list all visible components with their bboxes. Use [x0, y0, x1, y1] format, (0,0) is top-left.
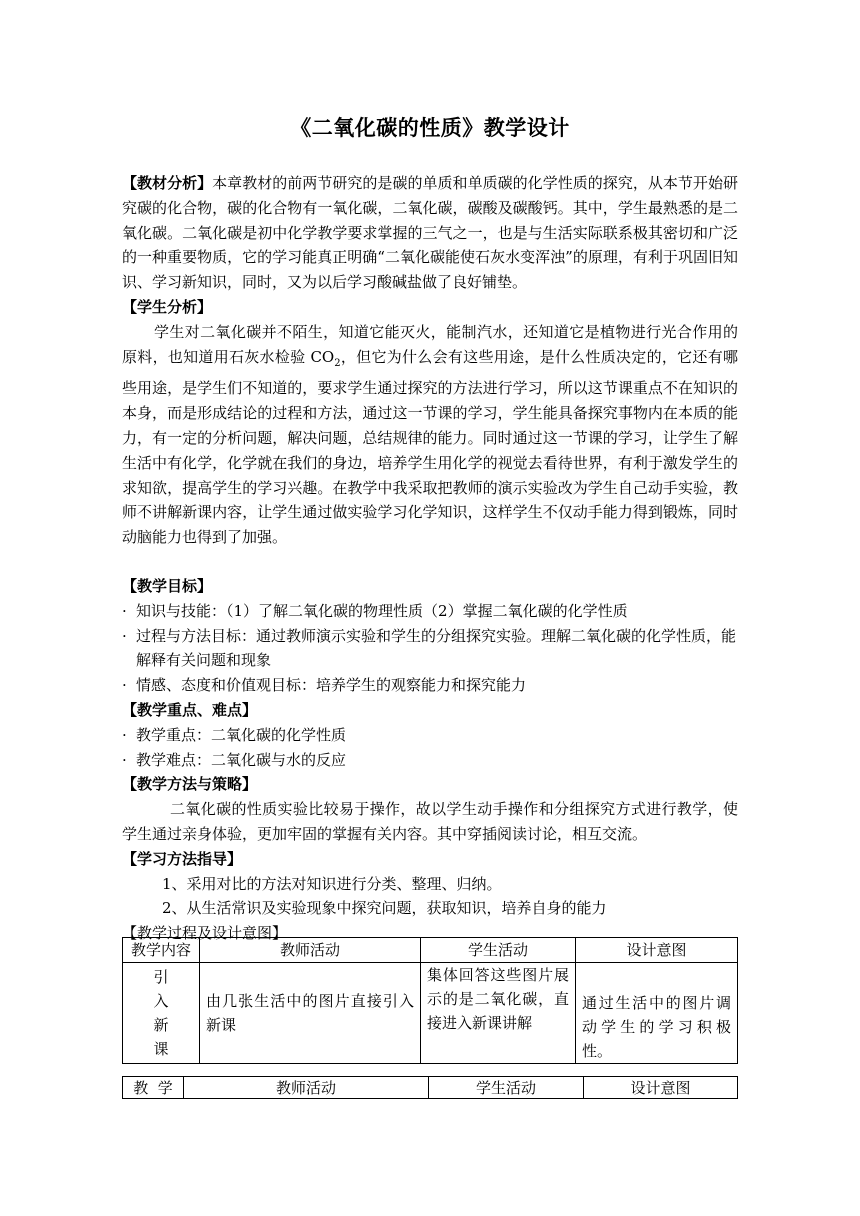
design-intent-cell: 通过生活中的图片调动学生的学习积极性。 — [576, 963, 738, 1064]
key-points-heading: 【教学重点、难点】 — [122, 700, 258, 719]
student-analysis-text-part2: ，但它为什么会有这些用途，是什么性质决定的，它还有哪些用途，是学生们不知道的，要求学生通过探究的方法进行学习，所以这节课重点不在知识的本身，而是形成结论的过程和方法，通过这一节课的学习，学生能具备探究事物内在本质的能力，有一定的分析问题，解决问题，总结规律的能力。同时通过这一节课的学习，让学生了解生活中有化学，化学就在我们的身边，培养学生用化学的视觉去看待世界，有利于激发学生的求知欲，提高学生的学习兴趣。在教学中我采取把教师的演示实验改为学生自己动手实验，教师不讲解新课内容，让学生通过做实验学习化学知识，这样学生不仅动手能力得到锻炼，同时动脑能力也得到了加强。 — [122, 347, 738, 547]
key-point-item — [122, 748, 738, 773]
bullet-icon: · — [122, 725, 127, 744]
segment-char: 入 — [153, 992, 169, 1010]
co2-subscript: 2 — [334, 357, 341, 369]
process-table-2 — [122, 1076, 738, 1099]
header-content: 教 学 — [123, 1077, 184, 1099]
segment-char: 课 — [153, 1040, 169, 1058]
key-point-item — [122, 723, 738, 748]
strategy-text: 二氧化碳的性质实验比较易于操作，故以学生动手操作和分组探究方式进行教学，使学生通过亲身体验，更加牢固的掌握有关内容。其中穿插阅读讨论，相互交流。 — [122, 800, 738, 843]
header-teacher: 教师活动 — [184, 1077, 429, 1099]
student-analysis-text — [122, 320, 738, 550]
material-analysis — [122, 171, 738, 295]
header-intent: 设计意图 — [576, 938, 738, 963]
strategy-heading: 【教学方法与策略】 — [122, 775, 258, 794]
table-row — [123, 963, 738, 1064]
key-point-text: 教学难点：二氧化碳与水的反应 — [136, 750, 347, 769]
table-header-row — [123, 938, 738, 963]
segment-char: 引 — [153, 968, 169, 986]
bullet-icon: · — [122, 601, 127, 620]
bullet-icon: · — [122, 676, 127, 695]
segment-cell — [123, 963, 200, 1064]
material-analysis-heading: 【教材分析】 — [122, 174, 213, 192]
study-method-heading: 【学习方法指导】 — [122, 849, 243, 868]
study-method-item: 2、从生活常识及实验现象中探究问题，获取知识，培养自身的能力 — [162, 899, 607, 918]
student-analysis-text-part1: 学生对二氧化碳并不陌生，知道它能灭火，能制汽水，还知道它是植物进行光合作用的原料，也知道用石灰水检验 CO — [122, 322, 738, 366]
material-analysis-text: 本章教材的前两节研究的是碳的单质和单质碳的化学性质的探究，从本节开始研究碳的化合物，碳的化合物有一氧化碳，二氧化碳，碳酸及碳酸钙。其中，学生最熟悉的是二氧化碳。二氧化碳是初中化学教学要求掌握的三气之一，也是与生活实际联系极其密切和广泛的一种重要物质，它的学习能真正明确“二氧化碳能使石灰水变浑浊”的原理，有利于巩固旧知识、学习新知识，同时，又为以后学习酸碱盐做了良好铺垫。 — [122, 174, 738, 292]
document-body — [122, 171, 738, 946]
teaching-goals-heading: 【教学目标】 — [122, 576, 213, 595]
goal-item — [122, 624, 738, 674]
goal-item — [122, 599, 738, 624]
header-student: 学生活动 — [429, 1077, 584, 1099]
header-intent: 设计意图 — [584, 1077, 738, 1099]
header-content: 教学内容 — [123, 938, 200, 963]
study-method-item: 1、采用对比的方法对知识进行分类、整理、归纳。 — [162, 874, 502, 893]
teacher-activity-cell: 由几张生活中的图片直接引入新课 — [200, 963, 421, 1064]
student-activity-cell: 集体回答这些图片展示的是二氧化碳，直接进入新课讲解 — [421, 963, 576, 1064]
bullet-icon: · — [122, 626, 127, 645]
goal-item-text: 过程与方法目标：通过教师演示实验和学生的分组探究实验。理解二氧化碳的化学性质，能解释有关问题和现象 — [136, 626, 737, 670]
header-teacher: 教师活动 — [200, 938, 421, 963]
section-gap — [122, 550, 738, 574]
segment-char: 新 — [153, 1016, 169, 1034]
goal-item-text: 知识与技能：（1）了解二氧化碳的物理性质（2）掌握二氧化碳的化学性质 — [136, 601, 628, 620]
process-heading: 【教学过程及设计意图】 — [122, 924, 288, 943]
key-point-text: 教学重点：二氧化碳的化学性质 — [136, 725, 347, 744]
table-header-row — [123, 1077, 738, 1099]
goal-item — [122, 673, 738, 698]
goal-item-text: 情感、态度和价值观目标：培养学生的观察能力和探究能力 — [136, 676, 527, 695]
document-title: 《二氧化碳的性质》教学设计 — [290, 116, 570, 140]
process-table-1 — [122, 937, 738, 1064]
student-analysis-heading: 【学生分析】 — [122, 297, 213, 316]
header-student: 学生活动 — [421, 938, 576, 963]
bullet-icon: · — [122, 750, 127, 769]
